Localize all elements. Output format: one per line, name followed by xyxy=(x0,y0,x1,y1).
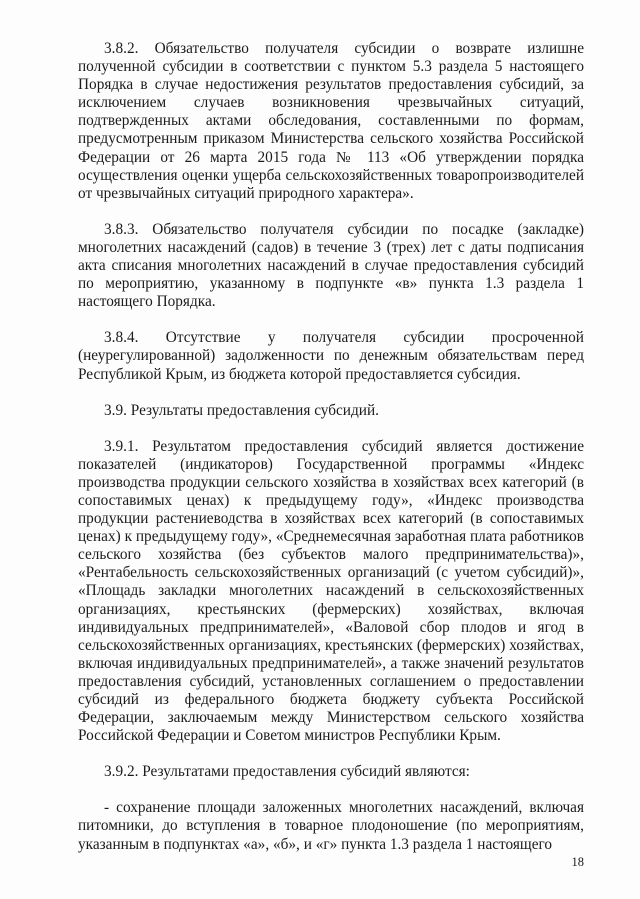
paragraph-3-8-4: 3.8.4. Отсутствие у получателя субсидии просроченной (неурегулированной) задолженности по денежным обязательствам перед Республикой Крым, из бюджета которой предоставляется субсидия. xyxy=(78,329,584,383)
paragraph-3-8-2: 3.8.2. Обязательство получателя субсидии о возврате излишне полученной субсидии в соответствии с пунктом 5.3 раздела 5 настоящего Порядка в случае недостижения результатов предоставления субсидий, за исключением случаев возникновения чрезвычайных ситуаций, подтвержденных актами обследования, составленными по формам, предусмотренным приказом Министерства сельского хозяйства Российской Федерации от 26 марта 2015 года № 113 «Об утверждении порядка осуществления оценки ущерба сельскохозяйственных товаропроизводителей от чрезвычайных ситуаций природного характера». xyxy=(78,40,584,202)
list-item-preservation: - сохранение площади заложенных многолетних насаждений, включая питомники, до вступления в товарное плодоношение (по мероприятиям, указанным в подпунктах «а», «б», и «г» пункта 1.3 раздела 1 настоящего xyxy=(78,799,584,853)
paragraph-3-9-2: 3.9.2. Результатами предоставления субсидий являются: xyxy=(104,763,470,781)
paragraph-3-8-3: 3.8.3. Обязательство получателя субсидии по посадке (закладке) многолетних насаждений (садов) в течение 3 (трех) лет с даты подписания акта списания многолетних насаждений в случае предоставления субсидий по мероприятию, указанному в подпункте «в» пункта 1.3 раздела 1 настоящего Порядка. xyxy=(78,220,584,311)
paragraph-3-9-1: 3.9.1. Результатом предоставления субсидий является достижение показателей (индикаторов) Государственной программы «Индекс производства продукции сельского хозяйства в хозяйствах всех категорий (в сопоставимых ценах) к предыдущему году», «Индекс производства продукции растениеводства в хозяйствах всех категорий (в сопоставимых ценах) к предыдущему году», «Среднемесячная заработная плата работников сельского хозяйства (без субъектов малого предпринимательства)», «Рентабельность сельскохозяйственных организаций (с учетом субсидий)», «Площадь закладки многолетних насаждений в сельскохозяйственных организациях, крестьянских (фермерских) хозяйствах, включая индивидуальных предпринимателей», «Валовой сбор плодов и ягод в сельскохозяйственных организациях, крестьянских (фермерских) хозяйствах, включая индивидуальных предпринимателей», а также значений результатов предоставления субсидий, установленных соглашением о предоставлении субсидий из федерального бюджета бюджету субъекта Российской Федерации, заключаемым между Министерством сельского хозяйства Российской Федерации и Советом министров Республики Крым. xyxy=(78,437,584,745)
section-heading-3-9: 3.9. Результаты предоставления субсидий. xyxy=(104,401,379,419)
page-number: 18 xyxy=(571,855,584,869)
